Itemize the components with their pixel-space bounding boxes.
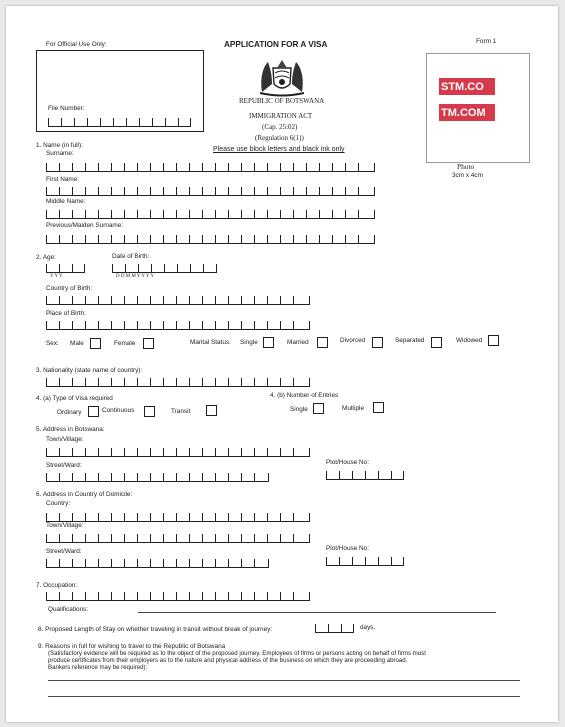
visa-type-label: 4. (a) Type of Visa required (36, 395, 113, 402)
republic-label: REPUBLIC OF BOTSWANA (239, 97, 325, 105)
reasons-heading: 9. Reasons in full for wishing to travel to the Republic of Botswana (38, 643, 226, 650)
surname-label: Surname: (46, 150, 74, 157)
entries-multiple-checkbox[interactable] (373, 402, 384, 413)
instruction-text: Please use block letters and black ink only (213, 146, 345, 153)
middle-name-input[interactable] (46, 208, 375, 219)
nationality-input[interactable] (46, 376, 310, 387)
ordinary-checkbox[interactable] (88, 406, 99, 417)
continuous-label: Continuous (102, 407, 135, 414)
dom-street-input[interactable] (46, 557, 269, 568)
age-input[interactable] (46, 262, 85, 273)
male-label: Male (70, 340, 84, 347)
first-name-label: First Name: (46, 176, 80, 183)
form-number: Form 1 (476, 38, 497, 45)
place-of-birth-label: Place of Birth: (46, 310, 86, 317)
nationality-label: 3. Nationality (state name of country): (36, 367, 143, 374)
dom-country-label: Country: (46, 500, 71, 507)
previous-surname-label: Previous/Maiden Surname: (46, 222, 124, 229)
reasons-note-2: produce certificates from their employers as to the nature and physical address of the business on which they are proceeding abroad. (48, 657, 408, 664)
bw-plot-input[interactable] (326, 469, 404, 480)
separated-label: Separated (395, 337, 425, 344)
ordinary-label: Ordinary (57, 409, 82, 416)
middle-name-label: Middle Name: (46, 198, 86, 205)
widowed-label: Widowed (456, 337, 483, 344)
male-checkbox[interactable] (90, 338, 101, 349)
single-checkbox[interactable] (263, 337, 274, 348)
widowed-checkbox[interactable] (488, 335, 499, 346)
married-label: Married (287, 339, 309, 346)
sex-label: Sex: (46, 340, 59, 347)
divorced-label: Divorced (340, 337, 366, 344)
female-checkbox[interactable] (143, 338, 154, 349)
days-label: days. (360, 624, 376, 631)
dob-hint: D D M M Y Y Y Y (116, 274, 155, 279)
transit-label: Transit (171, 408, 191, 415)
reasons-note-1: (Satisfactory evidence will be required as to the object of the proposed journey. Employees of firms or persons acting on behalf of firms must (48, 650, 426, 657)
dom-town-input[interactable] (46, 532, 310, 543)
surname-input[interactable] (46, 161, 375, 172)
cap-label: (Cap. 25:02) (262, 123, 298, 131)
dom-street-label: Street/Ward: (46, 548, 82, 555)
form-title: APPLICATION FOR A VISA (224, 40, 328, 49)
dom-plot-input[interactable] (326, 555, 404, 566)
dom-town-label: Town/Village: (46, 522, 84, 529)
photo-label: Photo (457, 162, 475, 171)
previous-surname-input[interactable] (46, 233, 375, 244)
dom-country-input[interactable] (46, 511, 310, 522)
separated-checkbox[interactable] (431, 337, 442, 348)
section1-heading: 1. Name (in full): (36, 142, 83, 149)
continuous-checkbox[interactable] (144, 406, 155, 417)
single-label: Single (240, 339, 258, 346)
dob-input[interactable] (112, 262, 217, 273)
place-of-birth-input[interactable] (46, 319, 310, 330)
bw-street-label: Street/Ward: (46, 462, 82, 469)
reasons-note-3: Bankers reference may be required): (48, 664, 148, 671)
length-of-stay-label: 8. Proposed Length of Stay on whether traveling in transit without break of journey: (38, 626, 273, 633)
entries-single-label: Single (290, 406, 308, 413)
bw-plot-label: Plot/House No: (326, 459, 369, 466)
transit-checkbox[interactable] (206, 405, 217, 416)
married-checkbox[interactable] (317, 337, 328, 348)
official-use-label: For Official Use Only: (46, 41, 107, 48)
dob-label: Date of Birth: (112, 253, 150, 260)
country-of-birth-label: Country of Birth: (46, 285, 93, 292)
female-label: Female (114, 340, 136, 347)
first-name-input[interactable] (46, 185, 375, 196)
photo-stamp-top: STM.CO (439, 78, 495, 95)
photo-size-label: 3cm x 4cm (452, 172, 483, 179)
bw-street-input[interactable] (46, 471, 269, 482)
entries-single-checkbox[interactable] (313, 403, 324, 414)
entries-multiple-label: Multiple (342, 405, 365, 412)
country-of-birth-input[interactable] (46, 294, 310, 305)
regulation-label: (Regulation 6(1)) (255, 134, 304, 142)
qualifications-label: Qualifications: (48, 606, 89, 613)
occupation-input[interactable] (46, 590, 310, 601)
bw-town-input[interactable] (46, 446, 310, 457)
section6-heading: 6. Address in Country of Domicile: (36, 491, 133, 498)
divorced-checkbox[interactable] (372, 337, 383, 348)
occupation-label: 7. Occupation: (36, 582, 78, 589)
act-label: IMMIGRATION ACT (249, 112, 313, 120)
file-number-input[interactable] (48, 116, 191, 127)
visa-form-page (6, 6, 558, 722)
reasons-line-2[interactable] (48, 696, 520, 697)
file-number-label: File Number: (48, 105, 85, 112)
qualifications-input[interactable] (138, 612, 496, 613)
age-hint: Y Y Y (50, 274, 63, 279)
reasons-line-1[interactable] (48, 680, 520, 681)
bw-town-label: Town/Village: (46, 436, 84, 443)
entries-label: 4. (b) Number of Entries (270, 392, 339, 399)
marital-status-label: Marital Status: (190, 339, 231, 346)
length-of-stay-input[interactable] (315, 622, 354, 633)
section5-heading: 5. Address in Botswana: (36, 426, 105, 433)
coat-of-arms-icon (254, 54, 310, 98)
dom-plot-label: Plot/House No: (326, 545, 369, 552)
age-label: 2. Age: (36, 254, 56, 261)
photo-stamp-bottom: TM.COM (439, 104, 495, 121)
